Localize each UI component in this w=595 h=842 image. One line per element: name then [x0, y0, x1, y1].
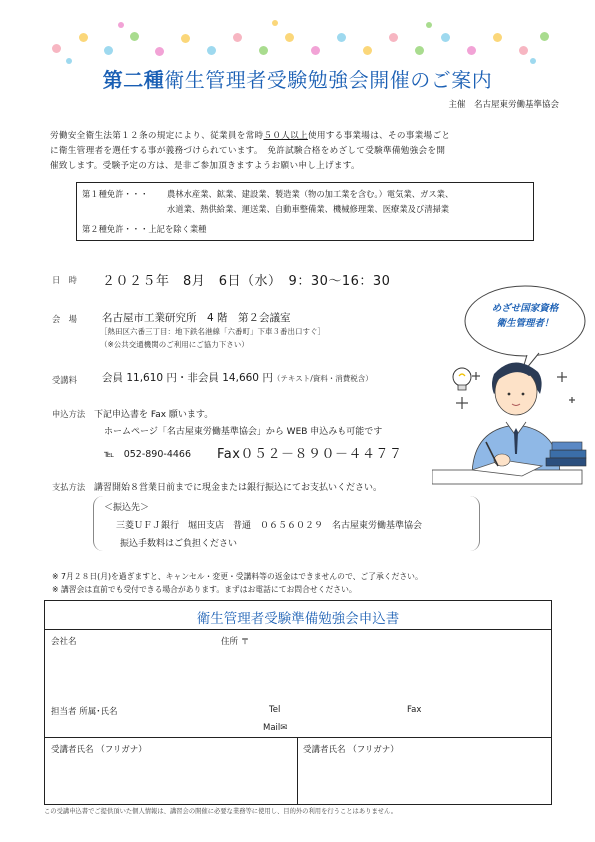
- date-value: ２０２５年 8月 6日（水） 9：30～16：30: [102, 274, 391, 289]
- lightbulb-icon: [453, 368, 471, 390]
- payment-method: 講習開始８営業日前までに現金または銀行振込にてお支払いください。: [94, 483, 383, 493]
- studying-person-illustration: [432, 352, 592, 497]
- payment-label: 支払方法: [52, 482, 86, 492]
- note-cancellation: ※ 7月２８日(月)を過ぎますと、キャンセル・変更・受講料等の返金はできませんので、ご了承ください。: [52, 572, 423, 581]
- organizer: 主催 名古屋東労働基準協会: [448, 100, 559, 110]
- company-name-label: 会社名: [51, 637, 77, 647]
- attendee1-name-label: 受講者氏名 （フリガナ）: [51, 745, 147, 755]
- license-type1-label: 第１種免許・・・: [82, 189, 149, 199]
- bank-title: ＜振込先＞: [104, 503, 150, 513]
- fee-note: （テキスト/資料・消費税含）: [272, 374, 373, 383]
- fax-label: Fax: [407, 705, 422, 715]
- address-label: 住所 〒: [221, 637, 250, 647]
- application-form: [44, 600, 552, 805]
- bank-account: 三菱ＵＦＪ銀行 堀田支店 普通 ０６５６０２９ 名古屋東労働基準協会: [116, 521, 423, 531]
- fee-value: 会員 11,610 円・非会員 14,660 円（テキスト/資料・消費税含）: [102, 372, 373, 384]
- apply-method-fax: 下記申込書を Fax 願います。: [94, 410, 214, 420]
- license-type1-line1: 農林水産業、鉱業、建設業、製造業（物の加工業を含む。）電気業、ガス業、: [167, 189, 454, 199]
- venue-label: 会 場: [52, 314, 77, 324]
- venue-note-access: ［熱田区六番三丁目：地下鉄名港線「六番町」下車３番出口すぐ］: [100, 327, 325, 336]
- date-label: 日 時: [52, 275, 77, 285]
- fax-number: Fax０５２－８９０－４４７７: [217, 447, 403, 462]
- apply-label: 申込方法: [52, 409, 86, 419]
- venue-note-transport: （※公共交通機関のご利用にご協力下さい）: [100, 340, 249, 349]
- attendee2-name-label: 受講者氏名 （フリガナ）: [303, 745, 399, 755]
- note-late-registration: ※ 講習会は直前でも受付できる場合があります。まずはお電話にてお問合せください。: [52, 585, 357, 594]
- mail-label: Mail✉: [263, 723, 288, 733]
- tel-number: ℡ 052-890-4466: [104, 449, 192, 460]
- bubble-line2: 衛生管理者！: [496, 318, 554, 329]
- venue-value: 名古屋市工業研究所 4 階 第２会議室: [102, 312, 291, 324]
- apply-method-web: ホームページ「名古屋東労働基準協会」から WEB 申込みも可能です: [104, 427, 383, 437]
- tel-label: Tel: [269, 705, 281, 715]
- page-title: 第二種衛生管理者受験勉強会開催のご案内: [102, 68, 493, 92]
- license-type2: 第２種免許・・・上記を除く業種: [82, 224, 207, 234]
- bubble-text: [467, 301, 583, 331]
- fee-label: 受講料: [52, 375, 77, 385]
- contact-person-label: 担当者 所属･氏名: [51, 707, 118, 717]
- bubble-line1: めざせ国家資格: [491, 303, 559, 314]
- license-type1-line2: 水道業、熱供給業、運送業、自動車整備業、機械修理業、医療業及び清掃業: [167, 204, 450, 214]
- privacy-footer: この受講申込書でご提供頂いた個人情報は、講習会の開催に必要な業務等に使用し、目的外の利用を行うことはありません。: [44, 808, 398, 815]
- form-title: 衛生管理者受験準備勉強会申込書: [196, 611, 400, 627]
- license-definition-box: [76, 182, 534, 241]
- intro-paragraph: 労働安全衛生法第１２条の規定により、従業員を常時５０人以上使用する事業場は、その事業場ごと に衛生管理者を選任する事が義務づけられています。 免許試験合格をめざして受験準備勉強会を開 催致します。受験予定の方は、是非ご参加頂きますようお願い申し上げます。: [50, 131, 451, 171]
- bank-fee-note: 振込手数料はご負担ください: [120, 539, 238, 549]
